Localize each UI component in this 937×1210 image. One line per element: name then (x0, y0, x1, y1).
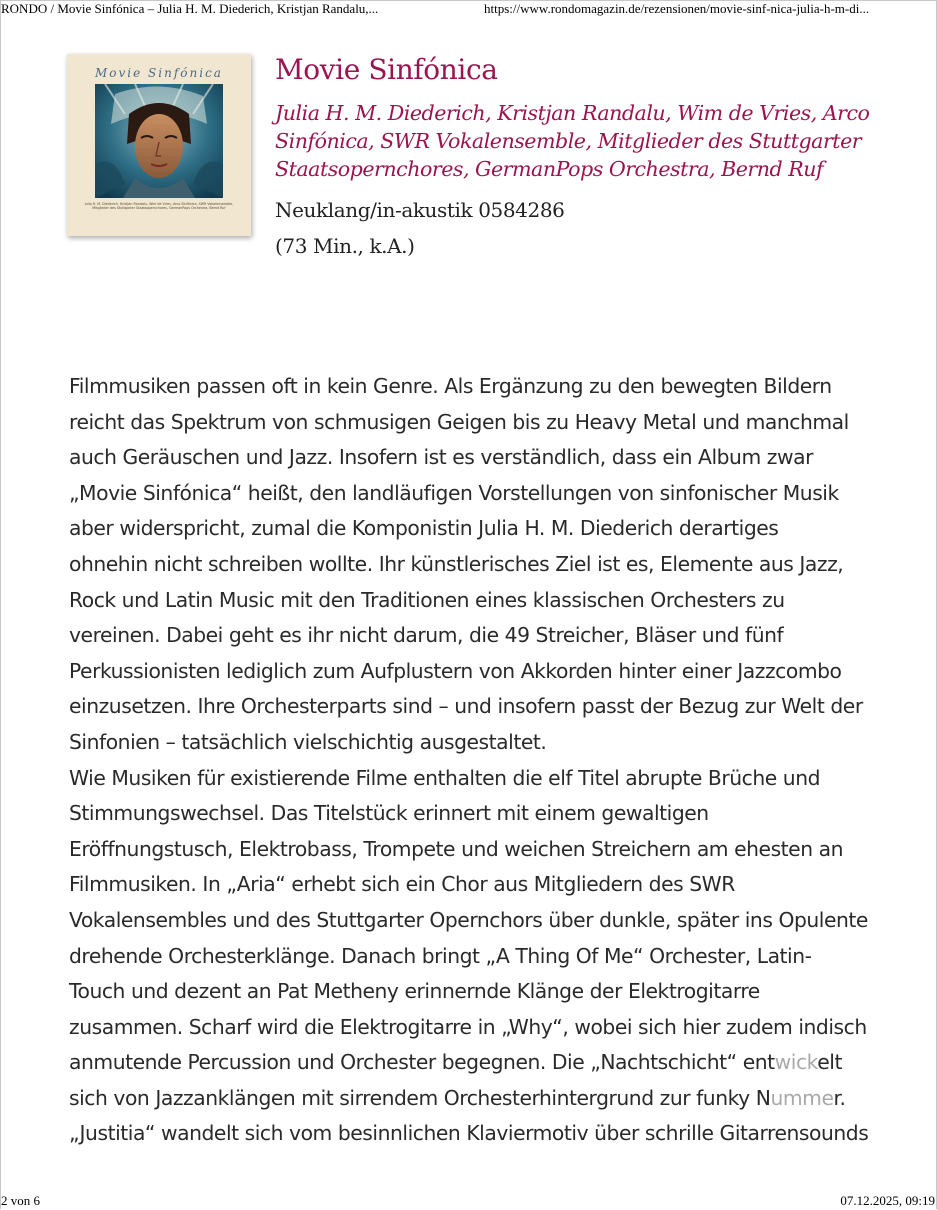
review-line: Wie Musiken für existierende Filme enthalten die elf Titel abrupte Brüche und (69, 765, 821, 790)
review-line-faded-text: umme (770, 1085, 834, 1110)
review-line: Rock und Latin Music mit den Traditionen eines klassischen Orchesters zu (69, 587, 785, 612)
review-line: Eröffnungstusch, Elektrobass, Trompete und weichen Streichern am ehesten an (69, 836, 843, 861)
print-footer-page-number: 2 von 6 (1, 1193, 40, 1208)
review-line (69, 1081, 879, 1117)
album-label-catalog: Neuklang/in-akustik 0584286 (275, 198, 565, 222)
artists-line: Julia H. M. Diederich, Kristjan Randalu, Wim de Vries, Arco (275, 101, 870, 125)
review-text (69, 369, 879, 1152)
review-line: reicht das Spektrum von schmusigen Geigen bis zu Heavy Metal und manchmal (69, 409, 849, 434)
print-header-url: https://www.rondomagazin.de/rezensionen/movie-sinf-nica-julia-h-m-di... (484, 1, 870, 16)
review-line (69, 1045, 879, 1081)
print-header (0, 1, 937, 17)
review-line: Stimmungswechsel. Das Titelstück erinnert mit einem gewaltigen (69, 801, 709, 826)
review-line: Vokalensembles und des Stuttgarter Opernchors über dunkle, später ins Opulente (69, 907, 868, 932)
cover-portrait-painting (95, 84, 223, 198)
album-duration: (73 Min., k.A.) (275, 234, 415, 258)
review-line: Sinfonien – tatsächlich vielschichtig ausgestaltet. (69, 729, 547, 754)
print-header-title: RONDO / Movie Sinfónica – Julia H. M. Diederich, Kristjan Randalu,... (1, 1, 379, 16)
artists-line: Staatsopernchores, GermanPops Orchestra, Bernd Ruf (275, 157, 824, 181)
review-line: Filmmusiken passen oft in kein Genre. Als Ergänzung zu den bewegten Bildern (69, 374, 832, 398)
album-cover-image (67, 54, 251, 236)
review-line: zusammen. Scharf wird die Elektrogitarre in „Why“, wobei sich hier zudem indisch (69, 1014, 867, 1039)
review-line: einzusetzen. Ihre Orchesterparts sind – und insofern passt der Bezug zur Welt der (69, 694, 863, 719)
review-line: vereinen. Dabei geht es ihr nicht darum, die 49 Streicher, Bläser und fünf (69, 623, 784, 648)
album-title: Movie Sinfónica (275, 53, 498, 86)
review-line: drehende Orchesterklänge. Danach bringt „A Thing Of Me“ Orchester, Latin- (69, 943, 812, 968)
review-line: aber widerspricht, zumal die Komponistin Julia H. M. Diederich derartiges (69, 516, 779, 541)
review-line: Filmmusiken. In „Aria“ erhebt sich ein Chor aus Mitgliedern des SWR (69, 872, 735, 897)
print-footer-datetime: 07.12.2025, 09:19 (840, 1193, 935, 1208)
review-line-text: r. (833, 1085, 846, 1110)
review-line-faded-text: wick (774, 1050, 818, 1075)
review-line-text: elt (817, 1050, 842, 1075)
print-footer (0, 1193, 937, 1209)
review-line: „Justitia“ wandelt sich vom besinnlichen Klaviermotiv über schrille Gitarrensounds (69, 1121, 869, 1146)
review-line: auch Geräuschen und Jazz. Insofern ist es verständlich, dass ein Album zwar (69, 445, 813, 470)
review-line: „Movie Sinfónica“ heißt, den landläufigen Vorstellungen von sinfonischer Musik (69, 480, 839, 505)
artists-line: Sinfónica, SWR Vokalensemble, Mitglieder des Stuttgarter (275, 129, 862, 153)
review-line: Perkussionisten lediglich zum Aufplustern von Akkorden hinter einer Jazzcombo (69, 658, 842, 683)
cover-credits: Julia H. M. Diederich, Kristjan Randalu, Wim de Vries, Arco Sinfónica, SWR Vokalensemble, Mitglieder des Stuttgarter Staatsopernchores, GermanPops Orchestra, Bernd Ruf (84, 202, 234, 211)
review-line-text: anmutende Percussion und Orchester begegnen. Die „Nachtschicht“ ent (69, 1050, 775, 1075)
review-line-text: sich von Jazzanklängen mit sirrendem Orchesterhintergrund zur funky N (69, 1085, 771, 1110)
cover-title: Movie Sinfónica (95, 66, 223, 80)
review-line: Touch und dezent an Pat Metheny erinnernde Klänge der Elektrogitarre (69, 979, 760, 1004)
review-line: ohnehin nicht schreiben wollte. Ihr künstlerisches Ziel ist es, Elemente aus Jazz, (69, 551, 844, 576)
album-artists (275, 99, 875, 183)
